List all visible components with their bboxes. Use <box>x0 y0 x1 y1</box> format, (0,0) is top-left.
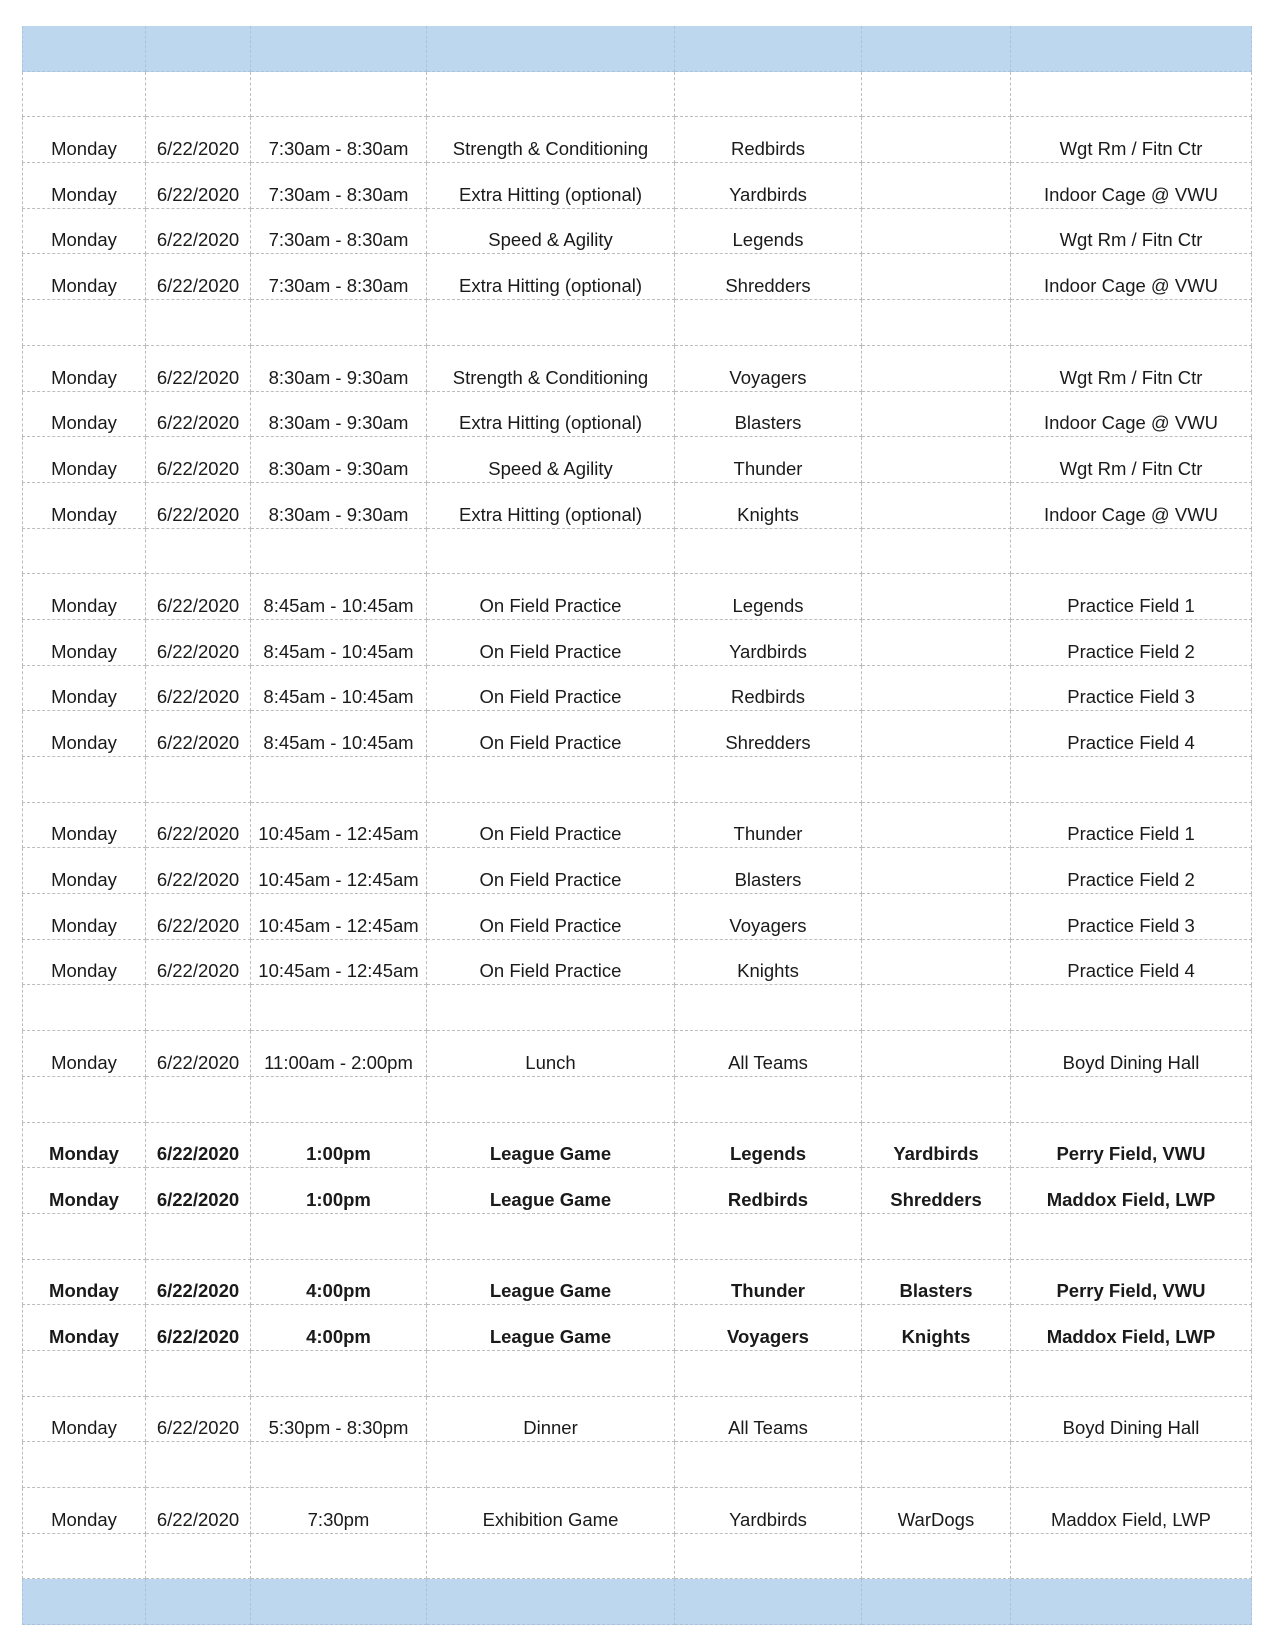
opponent-cell[interactable] <box>862 757 1011 803</box>
time-cell[interactable]: 8:30am - 9:30am <box>251 392 427 438</box>
time-cell[interactable]: 4:00pm <box>251 1305 427 1351</box>
day-cell[interactable]: Monday <box>22 1488 146 1534</box>
schedule-row <box>22 620 1252 666</box>
schedule-row <box>22 254 1252 300</box>
activity-cell[interactable]: Strength & Conditioning <box>427 117 675 163</box>
location-cell[interactable]: Practice Field 3 <box>1011 666 1252 712</box>
time-cell[interactable]: 7:30am - 8:30am <box>251 254 427 300</box>
team-cell[interactable] <box>675 529 862 575</box>
day-cell[interactable]: Monday <box>22 163 146 209</box>
schedule-row <box>22 711 1252 757</box>
date-cell[interactable]: 6/22/2020 <box>146 483 251 529</box>
date-cell[interactable]: 6/22/2020 <box>146 666 251 712</box>
spacer-row <box>22 1214 1252 1260</box>
schedule-row <box>22 483 1252 529</box>
day-cell[interactable]: Monday <box>22 940 146 986</box>
activity-cell[interactable]: Speed & Agility <box>427 437 675 483</box>
time-cell[interactable]: 10:45am - 12:45am <box>251 848 427 894</box>
time-cell[interactable]: 5:30pm - 8:30pm <box>251 1397 427 1443</box>
schedule-row <box>22 1260 1252 1306</box>
schedule-row <box>22 117 1252 163</box>
opponent-cell[interactable]: Yardbirds <box>862 1123 1011 1169</box>
activity-cell[interactable]: Extra Hitting (optional) <box>427 483 675 529</box>
date-cell[interactable]: 6/22/2020 <box>146 1031 251 1077</box>
opponent-cell[interactable] <box>862 1442 1011 1488</box>
team-cell[interactable]: Knights <box>675 940 862 986</box>
time-cell[interactable]: 8:45am - 10:45am <box>251 711 427 757</box>
date-cell[interactable]: 6/22/2020 <box>146 209 251 255</box>
team-cell[interactable] <box>675 1214 862 1260</box>
opponent-cell[interactable] <box>862 392 1011 438</box>
spacer-row <box>22 300 1252 346</box>
team-cell[interactable]: Voyagers <box>675 894 862 940</box>
team-cell[interactable] <box>675 1442 862 1488</box>
time-cell[interactable]: 11:00am - 2:00pm <box>251 1031 427 1077</box>
schedule-row <box>22 437 1252 483</box>
day-cell[interactable]: Monday <box>22 1260 146 1306</box>
activity-cell[interactable]: On Field Practice <box>427 620 675 666</box>
time-cell[interactable] <box>251 985 427 1031</box>
activity-cell[interactable]: League Game <box>427 1260 675 1306</box>
schedule-row <box>22 392 1252 438</box>
location-cell[interactable]: Perry Field, VWU <box>1011 1123 1252 1169</box>
spacer-row <box>22 1534 1252 1580</box>
opponent-cell[interactable]: Shredders <box>862 1168 1011 1214</box>
activity-cell[interactable] <box>427 985 675 1031</box>
day-cell[interactable] <box>22 1442 146 1488</box>
date-cell[interactable] <box>146 757 251 803</box>
date-cell[interactable] <box>146 1351 251 1397</box>
activity-cell[interactable]: League Game <box>427 1305 675 1351</box>
activity-cell[interactable] <box>427 26 675 72</box>
location-cell[interactable] <box>1011 1579 1252 1625</box>
schedule-sheet <box>22 26 1252 1625</box>
day-cell[interactable]: Monday <box>22 437 146 483</box>
day-cell[interactable]: Monday <box>22 483 146 529</box>
schedule-row <box>22 1168 1252 1214</box>
activity-cell[interactable]: Speed & Agility <box>427 209 675 255</box>
time-cell[interactable]: 8:45am - 10:45am <box>251 620 427 666</box>
time-cell[interactable] <box>251 1442 427 1488</box>
time-cell[interactable] <box>251 1077 427 1123</box>
date-cell[interactable]: 6/22/2020 <box>146 1397 251 1443</box>
opponent-cell[interactable] <box>862 711 1011 757</box>
activity-cell[interactable] <box>427 757 675 803</box>
schedule-row <box>22 1397 1252 1443</box>
activity-cell[interactable]: On Field Practice <box>427 848 675 894</box>
location-cell[interactable]: Boyd Dining Hall <box>1011 1397 1252 1443</box>
day-cell[interactable]: Monday <box>22 1305 146 1351</box>
activity-cell[interactable]: On Field Practice <box>427 894 675 940</box>
time-cell[interactable] <box>251 757 427 803</box>
time-cell[interactable] <box>251 1579 427 1625</box>
date-cell[interactable]: 6/22/2020 <box>146 894 251 940</box>
location-cell[interactable]: Practice Field 1 <box>1011 574 1252 620</box>
activity-cell[interactable]: Extra Hitting (optional) <box>427 163 675 209</box>
activity-cell[interactable]: On Field Practice <box>427 574 675 620</box>
location-cell[interactable]: Maddox Field, LWP <box>1011 1168 1252 1214</box>
team-cell[interactable]: Yardbirds <box>675 163 862 209</box>
time-cell[interactable]: 10:45am - 12:45am <box>251 803 427 849</box>
header-band-row <box>22 26 1252 72</box>
opponent-cell[interactable] <box>862 1397 1011 1443</box>
time-cell[interactable]: 7:30am - 8:30am <box>251 117 427 163</box>
activity-cell[interactable]: On Field Practice <box>427 940 675 986</box>
opponent-cell[interactable] <box>862 437 1011 483</box>
day-cell[interactable]: Monday <box>22 848 146 894</box>
time-cell[interactable]: 7:30am - 8:30am <box>251 209 427 255</box>
time-cell[interactable]: 8:30am - 9:30am <box>251 483 427 529</box>
location-cell[interactable]: Wgt Rm / Fitn Ctr <box>1011 209 1252 255</box>
day-cell[interactable]: Monday <box>22 117 146 163</box>
opponent-cell[interactable] <box>862 163 1011 209</box>
opponent-cell[interactable] <box>862 209 1011 255</box>
spacer-row <box>22 757 1252 803</box>
team-cell[interactable] <box>675 1351 862 1397</box>
location-cell[interactable]: Indoor Cage @ VWU <box>1011 163 1252 209</box>
date-cell[interactable]: 6/22/2020 <box>146 163 251 209</box>
activity-cell[interactable]: Exhibition Game <box>427 1488 675 1534</box>
activity-cell[interactable] <box>427 72 675 118</box>
day-cell[interactable]: Monday <box>22 392 146 438</box>
header-band-row <box>22 1579 1252 1625</box>
team-cell[interactable] <box>675 1534 862 1580</box>
time-cell[interactable]: 7:30pm <box>251 1488 427 1534</box>
time-cell[interactable] <box>251 300 427 346</box>
schedule-row <box>22 1031 1252 1077</box>
day-cell[interactable] <box>22 1214 146 1260</box>
team-cell[interactable]: Redbirds <box>675 117 862 163</box>
opponent-cell[interactable] <box>862 848 1011 894</box>
date-cell[interactable] <box>146 1077 251 1123</box>
date-cell[interactable] <box>146 529 251 575</box>
time-cell[interactable] <box>251 529 427 575</box>
team-cell[interactable]: Knights <box>675 483 862 529</box>
location-cell[interactable]: Practice Field 4 <box>1011 711 1252 757</box>
team-cell[interactable]: Blasters <box>675 848 862 894</box>
date-cell[interactable]: 6/22/2020 <box>146 1123 251 1169</box>
opponent-cell[interactable] <box>862 940 1011 986</box>
team-cell[interactable]: Redbirds <box>675 1168 862 1214</box>
opponent-cell[interactable] <box>862 574 1011 620</box>
opponent-cell[interactable]: WarDogs <box>862 1488 1011 1534</box>
day-cell[interactable] <box>22 1077 146 1123</box>
day-cell[interactable] <box>22 72 146 118</box>
team-cell[interactable]: Legends <box>675 574 862 620</box>
date-cell[interactable]: 6/22/2020 <box>146 392 251 438</box>
opponent-cell[interactable] <box>862 1534 1011 1580</box>
opponent-cell[interactable] <box>862 1351 1011 1397</box>
time-cell[interactable] <box>251 1351 427 1397</box>
day-cell[interactable]: Monday <box>22 254 146 300</box>
location-cell[interactable] <box>1011 26 1252 72</box>
opponent-cell[interactable] <box>862 26 1011 72</box>
opponent-cell[interactable] <box>862 1579 1011 1625</box>
spacer-row <box>22 529 1252 575</box>
day-cell[interactable]: Monday <box>22 803 146 849</box>
team-cell[interactable]: All Teams <box>675 1031 862 1077</box>
opponent-cell[interactable] <box>862 1214 1011 1260</box>
date-cell[interactable] <box>146 72 251 118</box>
schedule-row <box>22 848 1252 894</box>
date-cell[interactable]: 6/22/2020 <box>146 1305 251 1351</box>
schedule-row <box>22 574 1252 620</box>
opponent-cell[interactable]: Knights <box>862 1305 1011 1351</box>
date-cell[interactable]: 6/22/2020 <box>146 711 251 757</box>
opponent-cell[interactable] <box>862 1077 1011 1123</box>
opponent-cell[interactable] <box>862 666 1011 712</box>
activity-cell[interactable] <box>427 1534 675 1580</box>
day-cell[interactable] <box>22 757 146 803</box>
date-cell[interactable]: 6/22/2020 <box>146 117 251 163</box>
team-cell[interactable]: Voyagers <box>675 1305 862 1351</box>
activity-cell[interactable]: On Field Practice <box>427 666 675 712</box>
activity-cell[interactable] <box>427 300 675 346</box>
activity-cell[interactable] <box>427 1214 675 1260</box>
spacer-row <box>22 1351 1252 1397</box>
team-cell[interactable]: Blasters <box>675 392 862 438</box>
date-cell[interactable] <box>146 300 251 346</box>
schedule-row <box>22 940 1252 986</box>
location-cell[interactable] <box>1011 1351 1252 1397</box>
time-cell[interactable]: 8:30am - 9:30am <box>251 437 427 483</box>
spacer-row <box>22 1077 1252 1123</box>
team-cell[interactable]: All Teams <box>675 1397 862 1443</box>
day-cell[interactable] <box>22 300 146 346</box>
spacer-row <box>22 72 1252 118</box>
day-cell[interactable] <box>22 529 146 575</box>
day-cell[interactable] <box>22 1579 146 1625</box>
location-cell[interactable]: Practice Field 2 <box>1011 620 1252 666</box>
location-cell[interactable]: Wgt Rm / Fitn Ctr <box>1011 437 1252 483</box>
date-cell[interactable]: 6/22/2020 <box>146 803 251 849</box>
opponent-cell[interactable] <box>862 254 1011 300</box>
opponent-cell[interactable]: Blasters <box>862 1260 1011 1306</box>
team-cell[interactable]: Shredders <box>675 254 862 300</box>
schedule-row <box>22 803 1252 849</box>
day-cell[interactable]: Monday <box>22 711 146 757</box>
activity-cell[interactable]: Extra Hitting (optional) <box>427 392 675 438</box>
time-cell[interactable]: 8:30am - 9:30am <box>251 346 427 392</box>
activity-cell[interactable]: Strength & Conditioning <box>427 346 675 392</box>
activity-cell[interactable]: On Field Practice <box>427 803 675 849</box>
day-cell[interactable]: Monday <box>22 1123 146 1169</box>
team-cell[interactable] <box>675 985 862 1031</box>
activity-cell[interactable] <box>427 1077 675 1123</box>
location-cell[interactable] <box>1011 300 1252 346</box>
location-cell[interactable]: Practice Field 1 <box>1011 803 1252 849</box>
team-cell[interactable]: Legends <box>675 1123 862 1169</box>
team-cell[interactable]: Redbirds <box>675 666 862 712</box>
activity-cell[interactable]: Lunch <box>427 1031 675 1077</box>
schedule-row <box>22 1123 1252 1169</box>
location-cell[interactable]: Practice Field 2 <box>1011 848 1252 894</box>
activity-cell[interactable]: League Game <box>427 1123 675 1169</box>
opponent-cell[interactable] <box>862 1031 1011 1077</box>
date-cell[interactable]: 6/22/2020 <box>146 346 251 392</box>
location-cell[interactable] <box>1011 985 1252 1031</box>
activity-cell[interactable] <box>427 1351 675 1397</box>
team-cell[interactable]: Thunder <box>675 803 862 849</box>
time-cell[interactable]: 10:45am - 12:45am <box>251 940 427 986</box>
team-cell[interactable]: Legends <box>675 209 862 255</box>
location-cell[interactable] <box>1011 1442 1252 1488</box>
schedule-row <box>22 666 1252 712</box>
date-cell[interactable]: 6/22/2020 <box>146 1168 251 1214</box>
opponent-cell[interactable] <box>862 483 1011 529</box>
date-cell[interactable]: 6/22/2020 <box>146 1488 251 1534</box>
location-cell[interactable]: Perry Field, VWU <box>1011 1260 1252 1306</box>
date-cell[interactable]: 6/22/2020 <box>146 1260 251 1306</box>
spacer-row <box>22 1442 1252 1488</box>
team-cell[interactable] <box>675 757 862 803</box>
date-cell[interactable] <box>146 985 251 1031</box>
activity-cell[interactable]: Dinner <box>427 1397 675 1443</box>
time-cell[interactable] <box>251 26 427 72</box>
location-cell[interactable] <box>1011 1077 1252 1123</box>
location-cell[interactable]: Wgt Rm / Fitn Ctr <box>1011 346 1252 392</box>
team-cell[interactable]: Yardbirds <box>675 1488 862 1534</box>
team-cell[interactable]: Yardbirds <box>675 620 862 666</box>
location-cell[interactable]: Indoor Cage @ VWU <box>1011 254 1252 300</box>
opponent-cell[interactable] <box>862 803 1011 849</box>
team-cell[interactable]: Voyagers <box>675 346 862 392</box>
date-cell[interactable]: 6/22/2020 <box>146 940 251 986</box>
opponent-cell[interactable] <box>862 620 1011 666</box>
date-cell[interactable]: 6/22/2020 <box>146 620 251 666</box>
opponent-cell[interactable] <box>862 894 1011 940</box>
date-cell[interactable] <box>146 1579 251 1625</box>
spacer-row <box>22 985 1252 1031</box>
location-cell[interactable]: Boyd Dining Hall <box>1011 1031 1252 1077</box>
time-cell[interactable] <box>251 1214 427 1260</box>
team-cell[interactable]: Thunder <box>675 437 862 483</box>
time-cell[interactable] <box>251 72 427 118</box>
time-cell[interactable]: 7:30am - 8:30am <box>251 163 427 209</box>
time-cell[interactable]: 1:00pm <box>251 1123 427 1169</box>
day-cell[interactable]: Monday <box>22 1397 146 1443</box>
date-cell[interactable]: 6/22/2020 <box>146 848 251 894</box>
location-cell[interactable] <box>1011 1534 1252 1580</box>
day-cell[interactable]: Monday <box>22 894 146 940</box>
schedule-row <box>22 163 1252 209</box>
time-cell[interactable]: 4:00pm <box>251 1260 427 1306</box>
date-cell[interactable] <box>146 1214 251 1260</box>
date-cell[interactable] <box>146 1442 251 1488</box>
opponent-cell[interactable] <box>862 72 1011 118</box>
time-cell[interactable] <box>251 1534 427 1580</box>
day-cell[interactable] <box>22 985 146 1031</box>
location-cell[interactable]: Indoor Cage @ VWU <box>1011 483 1252 529</box>
day-cell[interactable]: Monday <box>22 620 146 666</box>
date-cell[interactable]: 6/22/2020 <box>146 574 251 620</box>
day-cell[interactable] <box>22 1534 146 1580</box>
opponent-cell[interactable] <box>862 117 1011 163</box>
team-cell[interactable]: Thunder <box>675 1260 862 1306</box>
date-cell[interactable]: 6/22/2020 <box>146 437 251 483</box>
location-cell[interactable] <box>1011 757 1252 803</box>
time-cell[interactable]: 8:45am - 10:45am <box>251 666 427 712</box>
schedule-row <box>22 209 1252 255</box>
team-cell[interactable] <box>675 72 862 118</box>
opponent-cell[interactable] <box>862 346 1011 392</box>
schedule-row <box>22 894 1252 940</box>
opponent-cell[interactable] <box>862 985 1011 1031</box>
activity-cell[interactable] <box>427 1442 675 1488</box>
day-cell[interactable]: Monday <box>22 346 146 392</box>
location-cell[interactable]: Practice Field 4 <box>1011 940 1252 986</box>
time-cell[interactable]: 1:00pm <box>251 1168 427 1214</box>
location-cell[interactable] <box>1011 1214 1252 1260</box>
time-cell[interactable]: 10:45am - 12:45am <box>251 894 427 940</box>
schedule-row <box>22 1488 1252 1534</box>
opponent-cell[interactable] <box>862 529 1011 575</box>
day-cell[interactable]: Monday <box>22 666 146 712</box>
schedule-row <box>22 346 1252 392</box>
opponent-cell[interactable] <box>862 300 1011 346</box>
location-cell[interactable]: Maddox Field, LWP <box>1011 1305 1252 1351</box>
time-cell[interactable]: 8:45am - 10:45am <box>251 574 427 620</box>
activity-cell[interactable]: Extra Hitting (optional) <box>427 254 675 300</box>
location-cell[interactable] <box>1011 72 1252 118</box>
team-cell[interactable]: Shredders <box>675 711 862 757</box>
location-cell[interactable]: Practice Field 3 <box>1011 894 1252 940</box>
team-cell[interactable] <box>675 1077 862 1123</box>
date-cell[interactable]: 6/22/2020 <box>146 254 251 300</box>
schedule-row <box>22 1305 1252 1351</box>
activity-cell[interactable] <box>427 1579 675 1625</box>
activity-cell[interactable]: League Game <box>427 1168 675 1214</box>
location-cell[interactable]: Maddox Field, LWP <box>1011 1488 1252 1534</box>
day-cell[interactable]: Monday <box>22 574 146 620</box>
location-cell[interactable] <box>1011 529 1252 575</box>
activity-cell[interactable] <box>427 529 675 575</box>
day-cell[interactable]: Monday <box>22 1031 146 1077</box>
date-cell[interactable] <box>146 1534 251 1580</box>
day-cell[interactable]: Monday <box>22 1168 146 1214</box>
location-cell[interactable]: Indoor Cage @ VWU <box>1011 392 1252 438</box>
location-cell[interactable]: Wgt Rm / Fitn Ctr <box>1011 117 1252 163</box>
team-cell[interactable] <box>675 1579 862 1625</box>
day-cell[interactable]: Monday <box>22 209 146 255</box>
activity-cell[interactable]: On Field Practice <box>427 711 675 757</box>
day-cell[interactable] <box>22 26 146 72</box>
date-cell[interactable] <box>146 26 251 72</box>
team-cell[interactable] <box>675 300 862 346</box>
team-cell[interactable] <box>675 26 862 72</box>
day-cell[interactable] <box>22 1351 146 1397</box>
